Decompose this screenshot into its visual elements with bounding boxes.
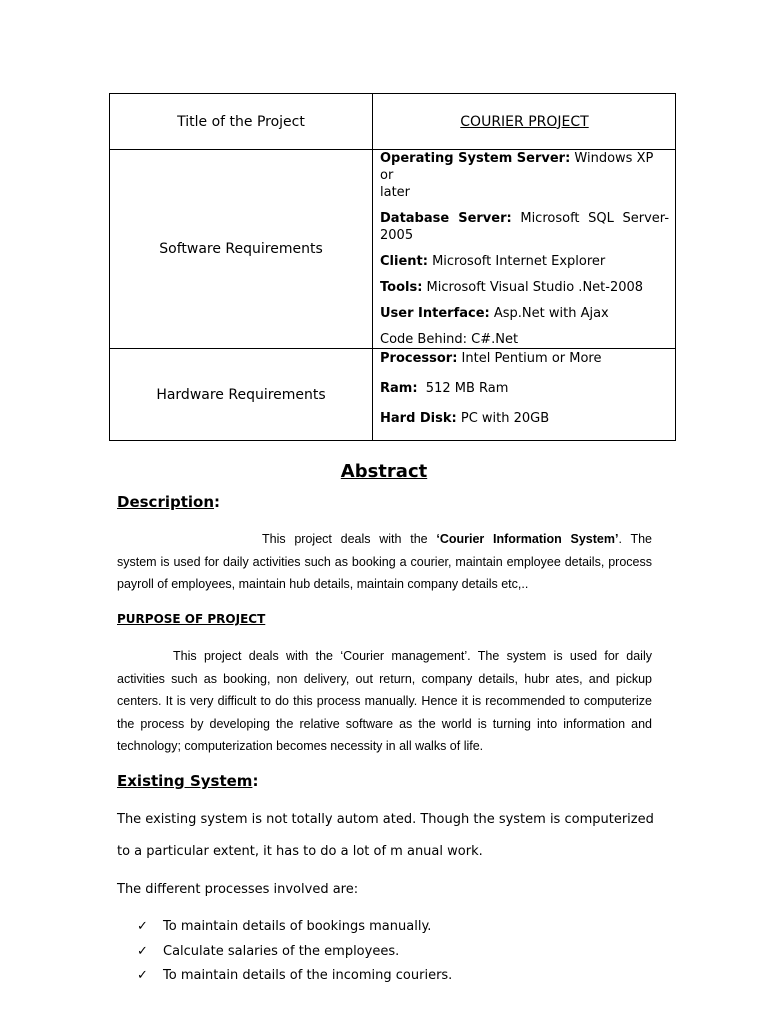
sw-tools-value: Microsoft Visual Studio .Net-2008 [422, 280, 644, 295]
list-item [137, 940, 452, 965]
description-post: . The system is used for daily activities such as booking a courier, maintain employee details, process payroll of employees, maintain hub details, maintain company details etc,.. [117, 532, 652, 591]
purpose-paragraph [117, 645, 652, 758]
sw-client-line [380, 253, 669, 270]
sw-ui-line [380, 305, 669, 322]
requirements-table [109, 93, 676, 441]
table-row-hardware [110, 349, 676, 441]
hw-processor-key: Processor: [380, 351, 458, 366]
list-item-text: To maintain details of the incoming couriers. [163, 968, 453, 983]
hw-processor-line [380, 350, 669, 367]
check-mark-icon: ✓ [137, 968, 148, 983]
description-heading [117, 493, 220, 511]
check-mark-icon: ✓ [137, 943, 148, 959]
sw-codebehind-line: Code Behind: C#.Net [380, 332, 519, 347]
hw-ram-value: 512 MB Ram [417, 381, 509, 396]
sw-client-value: Microsoft Internet Explorer [427, 254, 606, 269]
sw-ui-key: User Interface: [380, 306, 490, 321]
hw-ram-line [380, 380, 669, 397]
hw-ram-key: Ram: [380, 381, 418, 396]
existing-line-2: to a particular extent, it has to do a lot of m anual work. [117, 844, 483, 859]
row-label-software: Software Requirements [110, 150, 373, 349]
existing-line-1: The existing system is not totally autom ated. Though the system is computerized [117, 812, 654, 827]
hw-processor-value: Intel Pentium or More [457, 351, 602, 366]
sw-db-line [380, 210, 669, 227]
existing-heading-text: Existing System [117, 772, 253, 790]
purpose-text: This project deals with the ‘Courier management’. The system is used for daily activities such as booking, non delivery, out return, company details, hubr ates, and pickup centers. It is very difficult to do this process manually. Hence it is recommended to computerize the process by developing the relative software as the world is turning into information and technology; computerization becomes necessity in all walks of life. [117, 649, 652, 753]
sw-tools-key: Tools: [380, 280, 423, 295]
row-label-hardware: Hardware Requirements [110, 349, 373, 441]
table-row-software [110, 150, 676, 349]
hw-harddisk-value: PC with 20GB [456, 411, 550, 426]
processes-intro: The different processes involved are: [117, 882, 359, 897]
description-colon: : [214, 493, 221, 511]
project-title-value: COURIER PROJECT [373, 94, 676, 150]
software-requirements-cell [373, 150, 676, 349]
list-item [137, 915, 452, 940]
purpose-heading: PURPOSE OF PROJECT [117, 612, 266, 626]
existing-system-text [117, 804, 657, 868]
row-label-title: Title of the Project [110, 94, 373, 150]
sw-db-key: Database Server: [380, 211, 512, 226]
table-row-title [110, 94, 676, 150]
sw-tools-line [380, 279, 669, 296]
check-mark-icon: ✓ [137, 919, 148, 934]
sw-ui-value: Asp.Net with Ajax [489, 306, 609, 321]
sw-db-line-2: 2005 [380, 228, 414, 243]
sw-client-key: Client: [380, 254, 428, 269]
sw-os-key: Operating System Server: [380, 151, 571, 166]
processes-list [137, 915, 452, 989]
sw-os-line [380, 150, 669, 184]
hw-harddisk-line [380, 410, 669, 427]
description-heading-text: Description [117, 493, 215, 511]
list-item-text: Calculate salaries of the employees. [163, 943, 400, 959]
existing-colon: : [252, 772, 259, 790]
sw-os-line-2: later [380, 185, 411, 200]
sw-db-value: Microsoft SQL Server- [511, 211, 670, 226]
description-pre: This project deals with the [262, 532, 437, 546]
description-bold: ‘Courier Information System’ [436, 532, 619, 546]
hardware-requirements-cell [373, 349, 676, 441]
description-paragraph [117, 528, 652, 596]
existing-system-heading [117, 772, 258, 790]
sw-os-value: Windows XP or [380, 151, 654, 183]
abstract-heading: Abstract [340, 461, 428, 482]
hw-harddisk-key: Hard Disk: [380, 411, 457, 426]
list-item-text: To maintain details of bookings manually. [163, 919, 432, 934]
list-item [137, 964, 452, 989]
